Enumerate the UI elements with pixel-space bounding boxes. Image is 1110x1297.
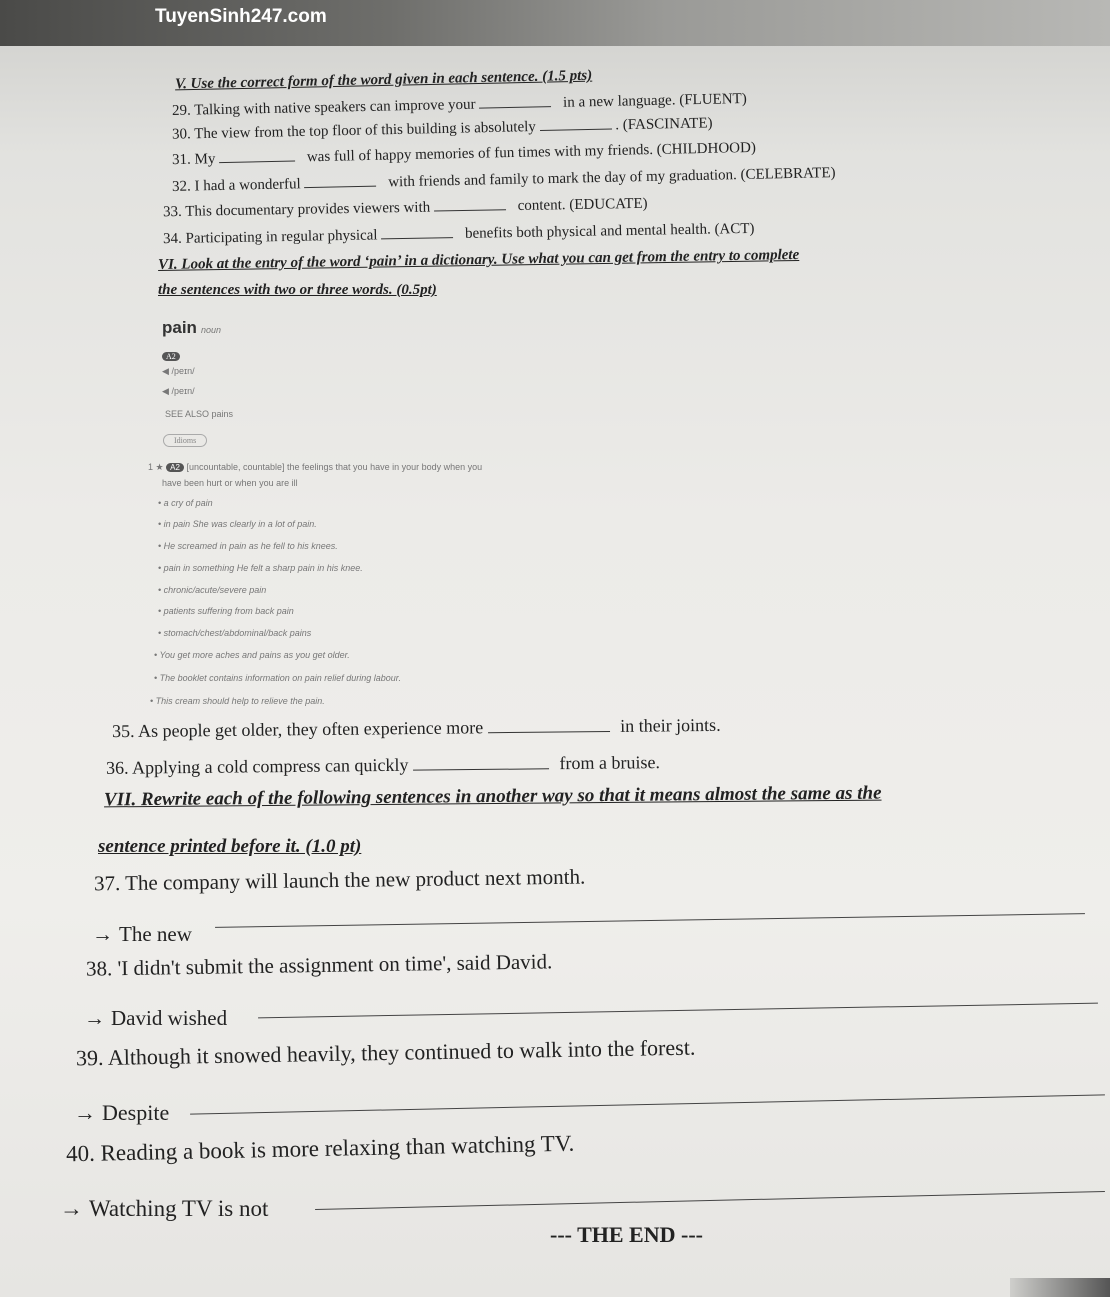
dictionary-headword: pain noun bbox=[162, 318, 221, 337]
answer-40-start: → Watching TV is not bbox=[60, 1196, 269, 1221]
section-7-title-line1: VII. Rewrite each of the following sentences in another way so that it means almost the same as the bbox=[103, 782, 882, 811]
pronunciation-us: ◀ /peɪn/ bbox=[162, 386, 195, 396]
answer-39-start: → Despite bbox=[74, 1100, 170, 1125]
site-logo: TuyenSinh247.com bbox=[155, 6, 327, 27]
answer-blank[interactable] bbox=[305, 186, 377, 189]
sense-1-def-cont: have been hurt or when you are ill bbox=[162, 478, 298, 488]
answer-38-start: → David wished bbox=[84, 1006, 228, 1030]
example-1: • a cry of pain bbox=[158, 498, 213, 508]
question-35: 35. As people get older, they often experience more in their joints. bbox=[111, 714, 721, 742]
example-5: • chronic/acute/severe pain bbox=[158, 585, 267, 595]
answer-line-37[interactable] bbox=[215, 913, 1085, 928]
answer-blank[interactable] bbox=[479, 106, 551, 109]
answer-blank[interactable] bbox=[219, 161, 295, 164]
speaker-icon[interactable]: ◀ bbox=[162, 386, 169, 396]
answer-blank[interactable] bbox=[413, 768, 549, 770]
question-36: 36. Applying a cold compress can quickly from a bruise. bbox=[105, 752, 661, 778]
answer-37-start: → The new bbox=[92, 922, 192, 946]
example-9: • The booklet contains information on pain relief during labour. bbox=[154, 673, 401, 683]
header-banner bbox=[0, 0, 1110, 46]
question-40: 40. Reading a book is more relaxing than watching TV. bbox=[65, 1130, 575, 1167]
section-6-title-line2: the sentences with two or three words. (0.5pt) bbox=[158, 282, 437, 298]
answer-blank[interactable] bbox=[434, 209, 506, 211]
level-badge: A2 bbox=[162, 346, 180, 364]
example-3: • He screamed in pain as he fell to his knees. bbox=[158, 541, 338, 551]
answer-line-38[interactable] bbox=[258, 1003, 1098, 1019]
question-32: 32. I had a wonderful with friends and family to mark the day of my graduation. (CELEBRATE) bbox=[171, 165, 836, 195]
example-2: • in pain She was clearly in a lot of pain. bbox=[158, 519, 317, 529]
speaker-icon[interactable]: ◀ bbox=[162, 366, 169, 376]
example-4: • pain in something He felt a sharp pain in his knee. bbox=[158, 563, 363, 573]
answer-blank[interactable] bbox=[540, 128, 612, 131]
pronunciation-uk: ◀ /peɪn/ bbox=[162, 366, 195, 376]
sense-1: 1 ★ A2 [uncountable, countable] the feelings that you have in your body when you bbox=[148, 462, 483, 472]
question-31: 31. My was full of happy memories of fun times with my friends. (CHILDHOOD) bbox=[171, 139, 757, 169]
example-6: • patients suffering from back pain bbox=[158, 606, 294, 616]
question-38: 38. 'I didn't submit the assignment on time', said David. bbox=[85, 949, 553, 981]
question-34: 34. Participating in regular physical benefits both physical and mental health. (ACT) bbox=[162, 220, 755, 248]
idioms-pill: Idioms bbox=[163, 430, 207, 448]
answer-line-39[interactable] bbox=[190, 1094, 1105, 1114]
star-icon: ★ bbox=[155, 462, 164, 472]
section-5-title: V. Use the correct form of the word given in each sentence. (1.5 pts) bbox=[174, 67, 593, 93]
answer-blank[interactable] bbox=[381, 237, 453, 239]
question-30: 30. The view from the top floor of this building is absolutely . (FASCINATE) bbox=[171, 115, 713, 143]
section-6-title-line1: VI. Look at the entry of the word ‘pain’ in a dictionary. Use what you can get from the entry to complete bbox=[157, 246, 800, 274]
example-10: • This cream should help to relieve the pain. bbox=[150, 696, 325, 706]
answer-line-40[interactable] bbox=[315, 1191, 1105, 1210]
the-end: --- THE END --- bbox=[550, 1222, 703, 1247]
question-33: 33. This documentary provides viewers with content. (EDUCATE) bbox=[162, 195, 648, 221]
section-7-title-line2: sentence printed before it. (1.0 pt) bbox=[98, 836, 362, 857]
example-7: • stomach/chest/abdominal/back pains bbox=[158, 628, 312, 638]
question-37: 37. The company will launch the new product next month. bbox=[93, 864, 586, 896]
question-39: 39. Although it snowed heavily, they continued to walk into the forest. bbox=[75, 1034, 696, 1071]
example-8: • You get more aches and pains as you get older. bbox=[154, 650, 350, 660]
answer-blank[interactable] bbox=[488, 731, 610, 733]
question-29: 29. Talking with native speakers can improve your in a new language. (FLUENT) bbox=[171, 90, 747, 120]
footer-shadow bbox=[1010, 1278, 1110, 1297]
see-also: SEE ALSO pains bbox=[165, 409, 234, 419]
